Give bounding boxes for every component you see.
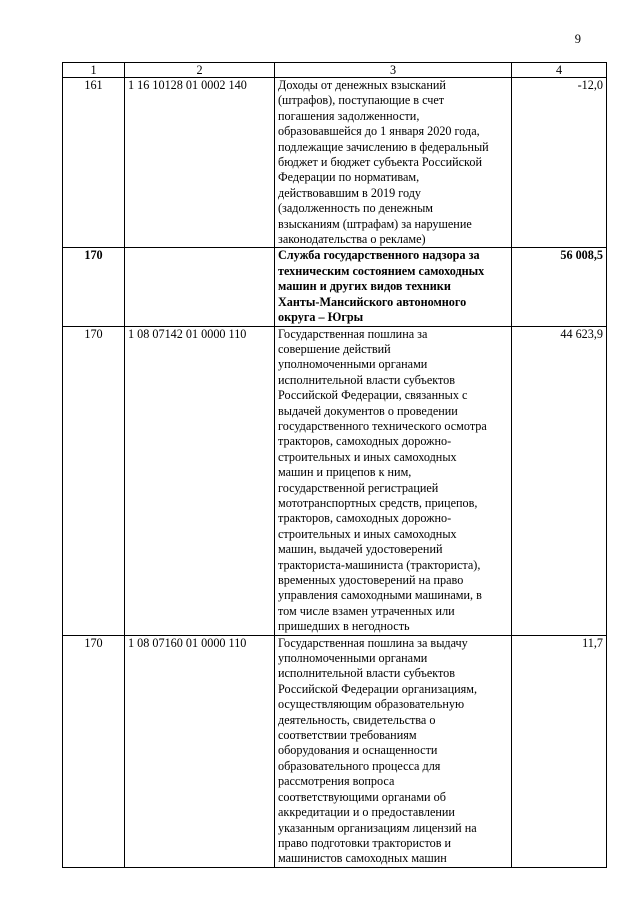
header-col-4: 4 — [512, 63, 607, 78]
kbk-code-cell — [125, 248, 275, 326]
kbk-code-cell: 1 08 07142 01 0000 110 — [125, 326, 275, 635]
description-cell: Доходы от денежных взысканий (штрафов), поступающие в счет погашения задолженности, образовавшейся до 1 января 2020 года, подлежащие зачислению в федеральный бюджет и бюджет субъекта Российской Федерации по нормативам, действовавшим в 2019 году (задолженность по денежным взысканиям (штрафам) за нарушение законодательства о рекламе) — [275, 78, 512, 248]
table-row — [63, 635, 607, 867]
description-cell: Государственная пошлина за выдачу уполномоченными органами исполнительной власти субъектов Российской Федерации организациям, осуществляющим образовательную деятельность, свидетельства о соответствии требованиям оборудования и оснащенности образовательного процесса для рассмотрения вопроса соответствующими органами об аккредитации и о предоставлении указанным организациям лицензий на право подготовки трактористов и машинистов самоходных машин — [275, 635, 512, 867]
revenue-table — [62, 62, 607, 868]
description-cell: Служба государственного надзора за техническим состоянием самоходных машин и других видов техники Ханты-Мансийского автономного округа – Югры — [275, 248, 512, 326]
kbk-code-cell: 1 08 07160 01 0000 110 — [125, 635, 275, 867]
header-col-2: 2 — [125, 63, 275, 78]
header-col-1: 1 — [63, 63, 125, 78]
page-number: 9 — [574, 32, 581, 46]
table-row — [63, 78, 607, 248]
amount-cell: 11,7 — [512, 635, 607, 867]
admin-code-cell: 170 — [63, 248, 125, 326]
amount-cell: -12,0 — [512, 78, 607, 248]
admin-code-cell: 161 — [63, 78, 125, 248]
amount-cell: 44 623,9 — [512, 326, 607, 635]
admin-code-cell: 170 — [63, 635, 125, 867]
description-cell: Государственная пошлина за совершение действий уполномоченными органами исполнительной власти субъектов Российской Федерации, связанных с выдачей документов о проведении государственного технического осмотра тракторов, самоходных дорожно- строительных и иных самоходных машин и прицепов к ним, государственной регистрацией мототранспортных средств, прицепов, тракторов, самоходных дорожно- строительных и иных самоходных машин, выдачей удостоверений тракториста-машиниста (тракториста), временных удостоверений на право управления самоходными машинами, в том числе взамен утраченных или пришедших в негодность — [275, 326, 512, 635]
table-row — [63, 326, 607, 635]
kbk-code-cell: 1 16 10128 01 0002 140 — [125, 78, 275, 248]
table-header-row — [63, 63, 607, 78]
table-row-section-header — [63, 248, 607, 326]
admin-code-cell: 170 — [63, 326, 125, 635]
amount-cell: 56 008,5 — [512, 248, 607, 326]
header-col-3: 3 — [275, 63, 512, 78]
